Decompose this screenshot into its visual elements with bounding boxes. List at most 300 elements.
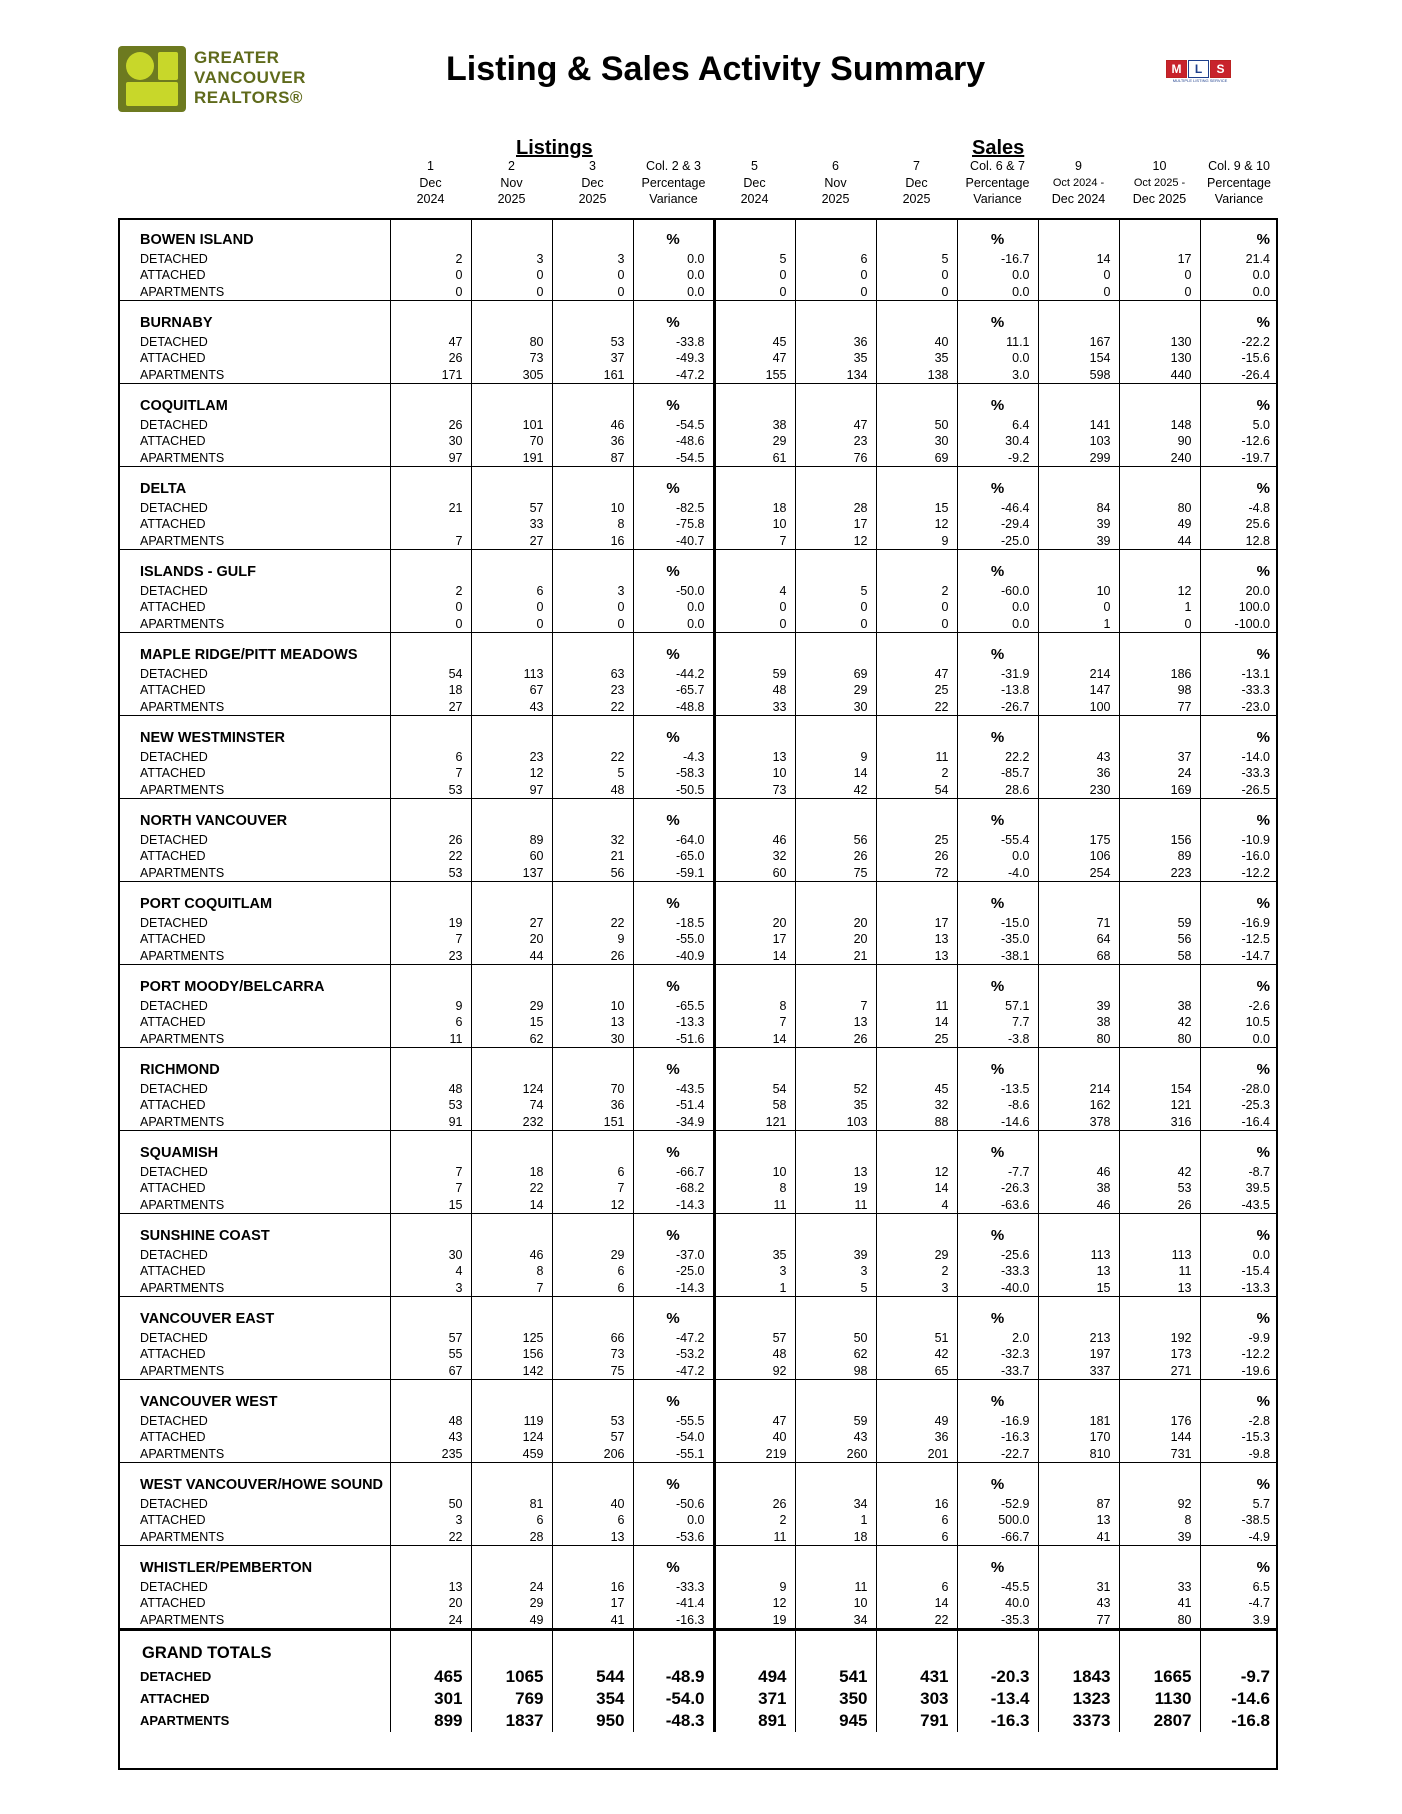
area-heading-cell: % bbox=[1200, 301, 1278, 334]
table-cell: 0 bbox=[1119, 616, 1200, 633]
table-cell: 18 bbox=[390, 682, 471, 699]
table-cell: 7 bbox=[390, 931, 471, 948]
table-cell: 0 bbox=[795, 284, 876, 301]
table-row bbox=[118, 417, 1278, 434]
table-cell: -15.3 bbox=[1200, 1429, 1278, 1446]
table-cell: 45 bbox=[714, 334, 795, 351]
table-cell: -47.2 bbox=[633, 367, 714, 384]
table-cell: 22 bbox=[471, 1180, 552, 1197]
area-name: VANCOUVER WEST bbox=[140, 1394, 278, 1410]
table-cell: 260 bbox=[795, 1446, 876, 1463]
table-cell: 0.0 bbox=[633, 267, 714, 284]
area-heading-cell bbox=[390, 1131, 471, 1164]
table-cell: 55 bbox=[390, 1346, 471, 1363]
table-cell: 47 bbox=[714, 1413, 795, 1430]
area-heading-cell: % bbox=[633, 1380, 714, 1413]
grand-totals-cell: -16.8 bbox=[1200, 1710, 1278, 1732]
area-name: WHISTLER/PEMBERTON bbox=[140, 1560, 313, 1576]
property-type: DETACHED bbox=[140, 1496, 208, 1511]
mls-logo bbox=[1166, 58, 1234, 86]
area-heading-row bbox=[118, 882, 1278, 915]
property-type: ATTACHED bbox=[140, 1430, 206, 1444]
table-cell: -25.3 bbox=[1200, 1097, 1278, 1114]
area-heading-cell bbox=[390, 633, 471, 666]
table-cell: 35 bbox=[795, 1097, 876, 1114]
table-cell: 70 bbox=[552, 1081, 633, 1098]
table-cell: 23 bbox=[390, 948, 471, 965]
area-heading-cell bbox=[1038, 301, 1119, 334]
table-cell: 12 bbox=[714, 1595, 795, 1612]
table-cell: -13.5 bbox=[957, 1081, 1038, 1098]
table-cell: 4 bbox=[876, 1197, 957, 1214]
table-cell: 14 bbox=[876, 1595, 957, 1612]
table-cell: 60 bbox=[714, 865, 795, 882]
table-cell: 22 bbox=[876, 1612, 957, 1630]
table-cell: 6 bbox=[471, 1512, 552, 1529]
table-cell: 42 bbox=[1119, 1014, 1200, 1031]
table-cell: 23 bbox=[795, 433, 876, 450]
table-cell: 38 bbox=[714, 417, 795, 434]
table-cell: -9.2 bbox=[957, 450, 1038, 467]
area-heading-cell bbox=[552, 301, 633, 334]
table-cell: 19 bbox=[714, 1612, 795, 1630]
column-header-line: Dec bbox=[743, 175, 766, 190]
table-cell: 22 bbox=[552, 749, 633, 766]
grand-totals-cell: 544 bbox=[552, 1666, 633, 1688]
table-cell: 13 bbox=[795, 1014, 876, 1031]
table-cell: 98 bbox=[795, 1363, 876, 1380]
table-cell: 11.1 bbox=[957, 334, 1038, 351]
table-cell: -75.8 bbox=[633, 516, 714, 533]
area-heading-cell bbox=[471, 384, 552, 417]
grand-totals-heading-cell bbox=[1119, 1630, 1200, 1666]
table-cell: 16 bbox=[552, 533, 633, 550]
table-cell: -16.7 bbox=[957, 251, 1038, 268]
grand-totals-type: DETACHED bbox=[140, 1668, 212, 1684]
area-heading-cell bbox=[714, 1463, 795, 1496]
table-cell: 0.0 bbox=[633, 616, 714, 633]
table-cell: 73 bbox=[714, 782, 795, 799]
area-heading-row bbox=[118, 1131, 1278, 1164]
column-header-1 bbox=[390, 158, 471, 208]
table-cell: 26 bbox=[795, 848, 876, 865]
area-heading-cell bbox=[1119, 1297, 1200, 1330]
table-cell: 98 bbox=[1119, 682, 1200, 699]
grand-totals-heading-cell bbox=[876, 1630, 957, 1666]
table-cell: 45 bbox=[876, 1081, 957, 1098]
table-cell: 214 bbox=[1038, 1081, 1119, 1098]
table-cell: 12.8 bbox=[1200, 533, 1278, 550]
area-name: BURNABY bbox=[140, 315, 213, 331]
property-type: DETACHED bbox=[140, 251, 208, 266]
table-cell: -25.6 bbox=[957, 1247, 1038, 1264]
area-heading-cell bbox=[795, 882, 876, 915]
table-cell: -40.0 bbox=[957, 1280, 1038, 1297]
property-type: APARTMENTS bbox=[118, 1197, 390, 1214]
table-cell: 30 bbox=[390, 1247, 471, 1264]
table-cell: 5.7 bbox=[1200, 1496, 1278, 1513]
table-cell: 103 bbox=[1038, 433, 1119, 450]
table-cell: 20 bbox=[471, 931, 552, 948]
area-heading-cell: % bbox=[633, 1546, 714, 1579]
table-cell: 17 bbox=[876, 915, 957, 932]
table-row bbox=[118, 516, 1278, 533]
table-cell: 316 bbox=[1119, 1114, 1200, 1131]
table-cell: 0.0 bbox=[957, 848, 1038, 865]
table-cell: 91 bbox=[390, 1114, 471, 1131]
area-heading-cell bbox=[471, 1048, 552, 1081]
table-cell: 500.0 bbox=[957, 1512, 1038, 1529]
table-cell: 39.5 bbox=[1200, 1180, 1278, 1197]
table-cell: 3.0 bbox=[957, 367, 1038, 384]
table-cell: -19.6 bbox=[1200, 1363, 1278, 1380]
area-heading-cell bbox=[552, 1048, 633, 1081]
table-cell: 43 bbox=[1038, 749, 1119, 766]
area-heading-cell bbox=[795, 1380, 876, 1413]
table-cell: 0 bbox=[714, 599, 795, 616]
grand-totals-cell: 494 bbox=[714, 1666, 795, 1688]
table-cell: 10 bbox=[714, 765, 795, 782]
area-heading-cell: % bbox=[957, 384, 1038, 417]
area-heading-row bbox=[118, 550, 1278, 583]
table-cell: 13 bbox=[876, 931, 957, 948]
table-cell: -33.8 bbox=[633, 334, 714, 351]
table-cell: 26 bbox=[390, 832, 471, 849]
table-cell: -48.6 bbox=[633, 433, 714, 450]
table-cell: -4.9 bbox=[1200, 1529, 1278, 1546]
table-cell: 3 bbox=[714, 1263, 795, 1280]
area-heading-cell bbox=[1038, 1131, 1119, 1164]
table-cell: 15 bbox=[876, 500, 957, 517]
table-cell: 18 bbox=[714, 500, 795, 517]
table-cell: -16.4 bbox=[1200, 1114, 1278, 1131]
grand-totals-heading-row bbox=[118, 1630, 1278, 1666]
table-cell: 14 bbox=[876, 1014, 957, 1031]
table-cell: 22 bbox=[390, 848, 471, 865]
table-cell: 7 bbox=[390, 1180, 471, 1197]
column-header-line: 6 bbox=[832, 159, 839, 173]
property-type: ATTACHED bbox=[140, 517, 206, 531]
table-cell: 100.0 bbox=[1200, 599, 1278, 616]
table-cell: -2.6 bbox=[1200, 998, 1278, 1015]
table-cell: 43 bbox=[471, 699, 552, 716]
area-heading-cell bbox=[714, 1297, 795, 1330]
table-cell: 40 bbox=[876, 334, 957, 351]
table-cell: 26 bbox=[390, 417, 471, 434]
table-cell: 0 bbox=[1038, 284, 1119, 301]
column-header-5 bbox=[714, 158, 795, 208]
area-heading-cell: % bbox=[1200, 1131, 1278, 1164]
table-cell: 0 bbox=[714, 284, 795, 301]
column-header-6 bbox=[795, 158, 876, 208]
grand-totals-label: GRAND TOTALS bbox=[118, 1630, 390, 1666]
area-heading-cell bbox=[714, 1214, 795, 1247]
area-heading-cell bbox=[1119, 882, 1200, 915]
property-type: APARTMENTS bbox=[118, 1529, 390, 1546]
table-cell: -4.3 bbox=[633, 749, 714, 766]
property-type: APARTMENTS bbox=[118, 782, 390, 799]
area-heading-cell: % bbox=[633, 1131, 714, 1164]
table-cell: 378 bbox=[1038, 1114, 1119, 1131]
area-heading-cell bbox=[390, 1463, 471, 1496]
table-cell: 15 bbox=[390, 1197, 471, 1214]
table-cell: 0.0 bbox=[957, 350, 1038, 367]
area-heading-cell bbox=[1119, 1463, 1200, 1496]
table-cell: -55.4 bbox=[957, 832, 1038, 849]
area-heading-cell: % bbox=[633, 716, 714, 749]
area-heading-cell: % bbox=[633, 467, 714, 500]
area-heading-cell bbox=[795, 716, 876, 749]
property-type: DETACHED bbox=[140, 1413, 208, 1428]
table-cell: 14 bbox=[714, 948, 795, 965]
table-cell: 40.0 bbox=[957, 1595, 1038, 1612]
grand-totals-cell: -16.3 bbox=[957, 1710, 1038, 1732]
table-cell: 156 bbox=[1119, 832, 1200, 849]
table-cell: -66.7 bbox=[633, 1164, 714, 1181]
table-cell: 20 bbox=[795, 931, 876, 948]
table-cell: 254 bbox=[1038, 865, 1119, 882]
area-heading-cell bbox=[390, 1546, 471, 1579]
table-cell: -51.4 bbox=[633, 1097, 714, 1114]
table-cell: -100.0 bbox=[1200, 616, 1278, 633]
table-cell: 10 bbox=[795, 1595, 876, 1612]
table-cell: 9 bbox=[390, 998, 471, 1015]
table-cell: -8.7 bbox=[1200, 1164, 1278, 1181]
table-cell: 48 bbox=[390, 1413, 471, 1430]
table-cell: 0 bbox=[1119, 284, 1200, 301]
area-heading-cell bbox=[471, 882, 552, 915]
table-row bbox=[118, 350, 1278, 367]
table-cell: 22 bbox=[552, 915, 633, 932]
grand-totals-cell: 371 bbox=[714, 1688, 795, 1710]
table-cell: -2.8 bbox=[1200, 1413, 1278, 1430]
table-cell: -50.6 bbox=[633, 1496, 714, 1513]
table-cell: 11 bbox=[390, 1031, 471, 1048]
area-heading-cell bbox=[795, 1214, 876, 1247]
property-type: DETACHED bbox=[140, 334, 208, 349]
area-heading-cell bbox=[1119, 218, 1200, 251]
table-cell: -48.8 bbox=[633, 699, 714, 716]
table-cell: 48 bbox=[714, 1346, 795, 1363]
table-cell: 167 bbox=[1038, 334, 1119, 351]
table-cell: -19.7 bbox=[1200, 450, 1278, 467]
area-heading-row bbox=[118, 1546, 1278, 1579]
property-type: APARTMENTS bbox=[118, 1114, 390, 1131]
property-type: ATTACHED bbox=[140, 1264, 206, 1278]
table-cell: -15.6 bbox=[1200, 350, 1278, 367]
property-type: ATTACHED bbox=[140, 1596, 206, 1610]
table-cell: 137 bbox=[471, 865, 552, 882]
table-cell: 42 bbox=[795, 782, 876, 799]
column-header-line: 5 bbox=[751, 159, 758, 173]
table-row bbox=[118, 599, 1278, 616]
area-name: RICHMOND bbox=[140, 1062, 220, 1078]
column-header-line: 9 bbox=[1075, 159, 1082, 173]
table-cell: 147 bbox=[1038, 682, 1119, 699]
table-cell: 13 bbox=[714, 749, 795, 766]
grand-totals-cell: -48.3 bbox=[633, 1710, 714, 1732]
table-cell: 49 bbox=[471, 1612, 552, 1630]
grand-totals-heading-cell bbox=[957, 1630, 1038, 1666]
area-heading-cell bbox=[876, 882, 957, 915]
table-cell: 54 bbox=[876, 782, 957, 799]
table-cell: 5 bbox=[795, 583, 876, 600]
table-cell: 3 bbox=[552, 251, 633, 268]
table-cell: 56 bbox=[1119, 931, 1200, 948]
table-cell: 206 bbox=[552, 1446, 633, 1463]
table-cell: -14.3 bbox=[633, 1197, 714, 1214]
table-cell: 29 bbox=[876, 1247, 957, 1264]
table-cell: 232 bbox=[471, 1114, 552, 1131]
table-cell: 81 bbox=[471, 1496, 552, 1513]
area-heading-cell bbox=[552, 550, 633, 583]
property-type: ATTACHED bbox=[140, 932, 206, 946]
mls-l-letter: L bbox=[1188, 60, 1209, 78]
table-cell: 7 bbox=[552, 1180, 633, 1197]
area-heading-cell bbox=[471, 965, 552, 998]
area-heading-cell: % bbox=[957, 1048, 1038, 1081]
table-cell: -25.0 bbox=[633, 1263, 714, 1280]
area-heading-cell: % bbox=[633, 1214, 714, 1247]
table-cell: -50.5 bbox=[633, 782, 714, 799]
area-heading-cell bbox=[1038, 1297, 1119, 1330]
table-row bbox=[118, 682, 1278, 699]
area-heading-cell bbox=[714, 1048, 795, 1081]
area-heading-cell bbox=[795, 1546, 876, 1579]
grand-totals-row bbox=[118, 1688, 1278, 1710]
column-header-line: 3 bbox=[589, 159, 596, 173]
table-cell: -60.0 bbox=[957, 583, 1038, 600]
table-cell: 113 bbox=[471, 666, 552, 683]
page-title: Listing & Sales Activity Summary bbox=[446, 50, 986, 88]
table-row bbox=[118, 998, 1278, 1015]
mls-m-letter: M bbox=[1166, 60, 1187, 78]
property-type: APARTMENTS bbox=[118, 1280, 390, 1297]
table-cell: 24 bbox=[390, 1612, 471, 1630]
table-cell: 1 bbox=[1038, 616, 1119, 633]
table-cell: 13 bbox=[795, 1164, 876, 1181]
table-cell: 43 bbox=[390, 1429, 471, 1446]
table-cell: 27 bbox=[471, 533, 552, 550]
area-heading-cell: % bbox=[1200, 1297, 1278, 1330]
table-cell: 35 bbox=[876, 350, 957, 367]
table-cell: 46 bbox=[1038, 1164, 1119, 1181]
table-cell: 39 bbox=[795, 1247, 876, 1264]
table-cell: 7.7 bbox=[957, 1014, 1038, 1031]
table-cell: 0 bbox=[1038, 599, 1119, 616]
table-cell: 6 bbox=[552, 1512, 633, 1529]
table-cell: 1 bbox=[714, 1280, 795, 1297]
table-cell: 57 bbox=[471, 500, 552, 517]
area-name: NEW WESTMINSTER bbox=[140, 730, 285, 746]
table-cell: 9 bbox=[795, 749, 876, 766]
table-cell: -64.0 bbox=[633, 832, 714, 849]
property-type: APARTMENTS bbox=[118, 699, 390, 716]
table-cell: 42 bbox=[1119, 1164, 1200, 1181]
area-heading-cell bbox=[1038, 384, 1119, 417]
table-cell: 7 bbox=[390, 765, 471, 782]
area-heading-cell: % bbox=[957, 301, 1038, 334]
table-cell: 6 bbox=[876, 1529, 957, 1546]
table-cell: 26 bbox=[795, 1031, 876, 1048]
table-cell: 62 bbox=[471, 1031, 552, 1048]
table-cell: 148 bbox=[1119, 417, 1200, 434]
area-heading-cell bbox=[390, 384, 471, 417]
table-cell: 19 bbox=[795, 1180, 876, 1197]
table-cell: 43 bbox=[1038, 1595, 1119, 1612]
area-name: WEST VANCOUVER/HOWE SOUND bbox=[140, 1477, 384, 1493]
area-heading-cell bbox=[876, 1380, 957, 1413]
area-heading-cell bbox=[876, 384, 957, 417]
table-cell: -33.3 bbox=[1200, 682, 1278, 699]
table-cell: 53 bbox=[552, 334, 633, 351]
table-cell: 29 bbox=[714, 433, 795, 450]
table-cell: 90 bbox=[1119, 433, 1200, 450]
grand-totals-heading-cell bbox=[390, 1630, 471, 1666]
table-cell: 0.0 bbox=[957, 267, 1038, 284]
area-heading-cell bbox=[471, 1463, 552, 1496]
table-cell: 69 bbox=[876, 450, 957, 467]
grand-totals-row bbox=[118, 1710, 1278, 1732]
table-cell: 41 bbox=[552, 1612, 633, 1630]
area-heading-cell bbox=[714, 965, 795, 998]
table-cell: 141 bbox=[1038, 417, 1119, 434]
grand-totals-cell: 303 bbox=[876, 1688, 957, 1710]
table-cell: 97 bbox=[390, 450, 471, 467]
area-heading-row bbox=[118, 218, 1278, 251]
table-cell: -33.3 bbox=[957, 1263, 1038, 1280]
table-cell: 43 bbox=[795, 1429, 876, 1446]
table-cell: 57.1 bbox=[957, 998, 1038, 1015]
table-cell: 197 bbox=[1038, 1346, 1119, 1363]
area-name: VANCOUVER EAST bbox=[140, 1311, 275, 1327]
table-cell: 22 bbox=[390, 1529, 471, 1546]
table-cell: -3.8 bbox=[957, 1031, 1038, 1048]
table-cell: 67 bbox=[471, 682, 552, 699]
table-cell: 36 bbox=[552, 1097, 633, 1114]
property-type: ATTACHED bbox=[140, 766, 206, 780]
table-row bbox=[118, 433, 1278, 450]
table-cell: 36 bbox=[1038, 765, 1119, 782]
area-heading-cell bbox=[471, 1297, 552, 1330]
area-heading-cell bbox=[795, 633, 876, 666]
table-cell: 36 bbox=[795, 334, 876, 351]
table-row bbox=[118, 1263, 1278, 1280]
area-heading-cell bbox=[795, 1297, 876, 1330]
table-cell: 88 bbox=[876, 1114, 957, 1131]
table-cell: 67 bbox=[390, 1363, 471, 1380]
table-cell: 3.9 bbox=[1200, 1612, 1278, 1630]
table-cell: 44 bbox=[471, 948, 552, 965]
table-cell: 3 bbox=[471, 251, 552, 268]
table-row bbox=[118, 915, 1278, 932]
table-row bbox=[118, 1081, 1278, 1098]
table-cell: 9 bbox=[552, 931, 633, 948]
table-cell: 14 bbox=[714, 1031, 795, 1048]
area-heading-cell bbox=[1038, 882, 1119, 915]
table-cell: 25 bbox=[876, 682, 957, 699]
table-row bbox=[118, 699, 1278, 716]
table-cell: -26.5 bbox=[1200, 782, 1278, 799]
column-header-10 bbox=[1119, 158, 1200, 208]
table-cell: 49 bbox=[1119, 516, 1200, 533]
area-heading-cell bbox=[552, 384, 633, 417]
area-heading-cell bbox=[1038, 1546, 1119, 1579]
table-cell: 113 bbox=[1038, 1247, 1119, 1264]
table-cell: 36 bbox=[552, 433, 633, 450]
table-cell: 52 bbox=[795, 1081, 876, 1098]
grand-totals-type: APARTMENTS bbox=[140, 1712, 230, 1728]
